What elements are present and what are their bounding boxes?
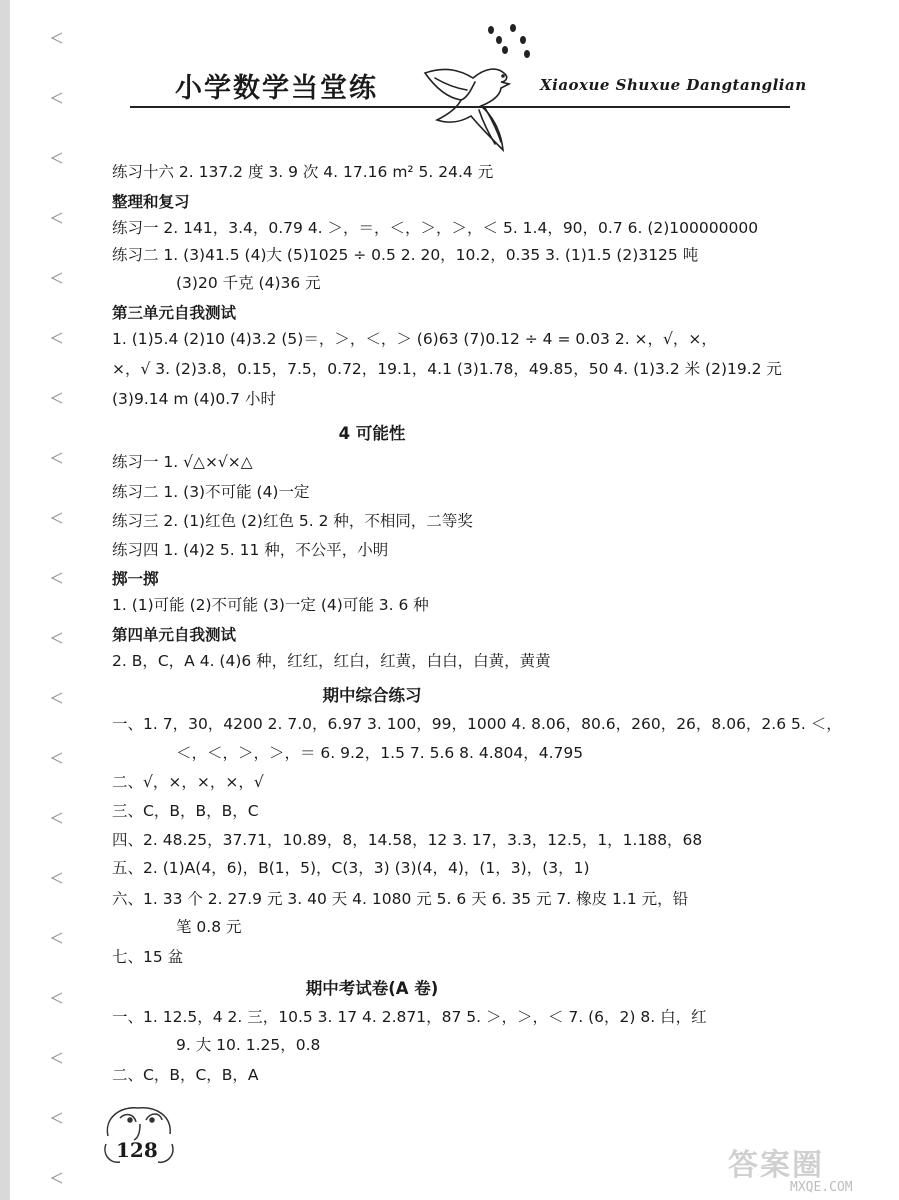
answer-line: 七、15 盆 xyxy=(112,948,184,966)
dove-illustration-icon xyxy=(405,18,545,168)
section-heading: 掷一掷 xyxy=(112,570,159,588)
watermark-url: MXQE.COM xyxy=(790,1180,853,1195)
chapter-title: 4 可能性 xyxy=(338,424,406,443)
answer-line: 五、2. (1)A(4，6)，B(1，5)，C(3，3) (3)(4，4)，(1，3)，(3，1) xyxy=(112,859,590,877)
book-title: 小学数学当堂练 xyxy=(175,73,378,104)
answer-line: 练习一 1. √△×√×△ xyxy=(112,453,253,471)
section-heading: 第三单元自我测试 xyxy=(112,304,237,322)
answer-line: 1. (1)可能 (2)不可能 (3)一定 (4)可能 3. 6 种 xyxy=(112,596,429,614)
page-number: 128 xyxy=(116,1138,158,1162)
answer-line: (3)20 千克 (4)36 元 xyxy=(176,274,321,292)
answer-line: 二、C，B，C，B，A xyxy=(112,1066,259,1084)
answer-line: 练习四 1. (4)2 5. 11 种，不公平，小明 xyxy=(112,541,389,559)
answer-line: 六、1. 33 个 2. 27.9 元 3. 40 天 4. 1080 元 5. 6 天 6. 35 元 7. 橡皮 1.1 元，铅 xyxy=(112,890,689,908)
answer-line: (3)9.14 m (4)0.7 小时 xyxy=(112,390,276,408)
answer-line: 一、1. 7，30，4200 2. 7.0，6.97 3. 100，99，1000 4. 8.06，80.6，260，26，8.06，2.6 5. ＜， xyxy=(112,715,842,733)
answer-line: ＜，＜，＞，＞，＝ 6. 9.2，1.5 7. 5.6 8. 4.804，4.795 xyxy=(176,744,584,762)
section-heading: 整理和复习 xyxy=(112,193,190,211)
answer-line: 一、1. 12.5，4 2. 三，10.5 3. 17 4. 2.871，87 5. ＞，＞，＜ 7. (6，2) 8. 白，红 xyxy=(112,1008,707,1026)
binding-edge-decoration xyxy=(0,0,62,1200)
answer-line: 2. B，C，A 4. (4)6 种，红红，红白，红黄，白白，白黄，黄黄 xyxy=(112,652,551,670)
answer-line: 四、2. 48.25，37.71，10.89，8，14.58，12 3. 17，3.3，12.5，1，1.188，68 xyxy=(112,831,703,849)
answer-line: 练习二 1. (3)不可能 (4)一定 xyxy=(112,483,310,501)
chapter-title: 期中综合练习 xyxy=(322,686,422,705)
answer-line: 练习十六 2. 137.2 度 3. 9 次 4. 17.16 m² 5. 24.4 元 xyxy=(112,163,494,181)
answer-line: 笔 0.8 元 xyxy=(176,918,242,936)
answer-line: 三、C，B，B，B，C xyxy=(112,802,259,820)
header-rule xyxy=(130,106,790,108)
watermark-logo: 答案圈 xyxy=(728,1148,824,1183)
answer-line: 1. (1)5.4 (2)10 (4)3.2 (5)＝，＞，＜，＞ (6)63 (7)0.12 ÷ 4 = 0.03 2. ×，√，×， xyxy=(112,330,717,348)
page-header xyxy=(0,0,899,150)
answer-line: 练习二 1. (3)41.5 (4)大 (5)1025 ÷ 0.5 2. 20，10.2，0.35 3. (1)1.5 (2)3125 吨 xyxy=(112,246,699,264)
chapter-title: 期中考试卷(A 卷) xyxy=(305,979,439,998)
book-title-pinyin: Xiaoxue Shuxue Dangtanglian xyxy=(540,76,807,94)
answer-line: 练习一 2. 141，3.4，0.79 4. ＞，＝，＜，＞，＞，＜ 5. 1.4，90，0.7 6. (2)100000000 xyxy=(112,219,759,237)
section-heading: 第四单元自我测试 xyxy=(112,626,237,644)
answer-line: 二、√，×，×，×，√ xyxy=(112,773,264,791)
answer-line: ×，√ 3. (2)3.8，0.15，7.5，0.72，19.1，4.1 (3)1.78，49.85，50 4. (1)3.2 米 (2)19.2 元 xyxy=(112,360,782,378)
answer-line: 9. 大 10. 1.25，0.8 xyxy=(176,1036,321,1054)
answer-line: 练习三 2. (1)红色 (2)红色 5. 2 种，不相同，二等奖 xyxy=(112,512,473,530)
page-number-badge xyxy=(100,1098,180,1168)
